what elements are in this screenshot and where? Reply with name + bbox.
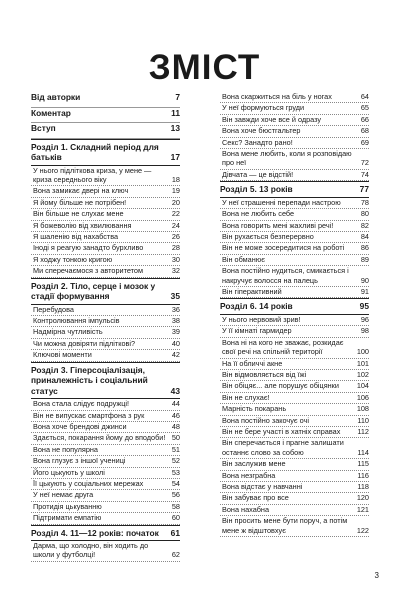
toc-entry-title: Його цькують у школі xyxy=(33,467,105,477)
toc-entry-page: 54 xyxy=(171,478,180,488)
toc-entry-title: У її кімнаті гармидер xyxy=(222,326,292,336)
toc-entry[interactable] xyxy=(31,502,180,513)
toc-entry-page: 19 xyxy=(171,186,180,196)
toc-entry-page: 116 xyxy=(357,470,369,480)
toc-entry-title: Контролювання імпульсів xyxy=(33,315,120,325)
toc-entry[interactable] xyxy=(31,411,180,422)
toc-entry-title: У нього підліткова криза, у мене — криза середнього віку xyxy=(33,165,152,184)
toc-entry-page: 53 xyxy=(171,467,180,477)
toc-entry-page: 44 xyxy=(171,399,180,409)
toc-entry[interactable] xyxy=(31,513,180,524)
toc-entry-page: 42 xyxy=(171,350,180,360)
toc-entry-page: 46 xyxy=(171,410,180,420)
toc-entry-page: 69 xyxy=(360,137,369,147)
toc-section-title: Розділ 2. Тіло, серце і мозок у стадії формування xyxy=(31,280,156,302)
toc-entry-page: 72 xyxy=(360,158,369,168)
toc-entry[interactable] xyxy=(31,166,180,187)
toc-entry-title: Вона ні на кого не зважає, розкидає свої речі на спільній території xyxy=(222,337,344,357)
toc-section-title: Розділ 1. Складний період для батьків xyxy=(31,141,159,162)
toc-entry[interactable] xyxy=(220,393,369,404)
toc-entry-title: Я божеволію від хвилювання xyxy=(33,220,132,230)
toc-entry-page: 60 xyxy=(171,513,180,523)
toc-entry[interactable] xyxy=(31,399,180,410)
toc-section-heading[interactable] xyxy=(31,362,180,400)
toc-right-column xyxy=(220,92,369,537)
toc-entry-page: 98 xyxy=(360,326,369,336)
toc-entry-page: 120 xyxy=(356,493,369,503)
toc-entry-title: Ключові моменти xyxy=(33,350,92,360)
toc-lead-title: Вступ xyxy=(31,123,56,133)
toc-entry-page: 89 xyxy=(360,254,369,264)
toc-entry-page: 90 xyxy=(360,275,369,285)
toc-entry-title: Іноді я реагую занадто бурхливо xyxy=(33,243,144,253)
toc-entry[interactable] xyxy=(220,516,369,537)
toc-entry[interactable] xyxy=(220,266,369,287)
toc-entry[interactable] xyxy=(31,468,180,479)
toc-entry-page: 66 xyxy=(360,114,369,124)
toc-entry[interactable] xyxy=(220,243,369,254)
toc-section-heading[interactable] xyxy=(220,298,369,315)
toc-entry[interactable] xyxy=(31,445,180,456)
toc-entry-page: 65 xyxy=(360,103,369,113)
toc-entry-page: 58 xyxy=(171,501,180,511)
toc-lead-page: 11 xyxy=(171,107,180,118)
toc-entry-title: Вона хоче бюстгальтер xyxy=(222,126,301,136)
toc-entry-title: Вона замикає двері на ключ xyxy=(33,186,129,196)
toc-entry-title: Вона хоче брендові джинси xyxy=(33,421,127,431)
toc-entry-page: 18 xyxy=(171,174,180,184)
toc-left-column xyxy=(31,92,180,562)
toc-entry-title: Вона не любить себе xyxy=(222,209,295,219)
toc-lead-page: 13 xyxy=(170,123,180,133)
toc-entry[interactable] xyxy=(220,287,369,298)
toc-entry[interactable] xyxy=(220,209,369,220)
toc-entry[interactable] xyxy=(220,221,369,232)
toc-entry[interactable] xyxy=(220,416,369,427)
toc-entry-page: 52 xyxy=(171,456,180,466)
toc-entry[interactable] xyxy=(31,350,180,361)
toc-entry-title: Дарма, що холодно, він ходить до школи у футболці! xyxy=(33,541,149,560)
page-number: 3 xyxy=(374,571,379,580)
toc-entry[interactable] xyxy=(31,198,180,209)
toc-entry-title: Він заслужив мене xyxy=(222,459,286,469)
toc-entry[interactable] xyxy=(31,479,180,490)
toc-entry-title: Він обіцяє... але порушує обіцянки xyxy=(222,381,339,391)
toc-entry-page: 56 xyxy=(171,490,180,500)
toc-entry[interactable] xyxy=(220,149,369,170)
toc-entry[interactable] xyxy=(220,232,369,243)
toc-entry-title: Він рухається безперервно xyxy=(222,231,314,241)
toc-entry[interactable] xyxy=(31,266,180,277)
toc-entry-page: 91 xyxy=(360,287,369,296)
toc-entry-title: Чи можна довіряти підліткові? xyxy=(33,338,136,348)
toc-entry[interactable] xyxy=(31,433,180,444)
toc-entry[interactable] xyxy=(31,305,180,316)
toc-lead-title: Від авторки xyxy=(31,92,81,102)
toc-entry[interactable] xyxy=(31,327,180,338)
toc-entry-page: 51 xyxy=(171,444,180,454)
toc-entry-page: 110 xyxy=(357,415,369,425)
toc-entry[interactable] xyxy=(31,339,180,350)
toc-entry[interactable] xyxy=(220,138,369,149)
toc-section-page: 43 xyxy=(170,385,180,396)
toc-entry[interactable] xyxy=(31,186,180,197)
toc-entry[interactable] xyxy=(220,92,369,103)
toc-entry-page: 114 xyxy=(357,447,369,457)
toc-entry[interactable] xyxy=(31,232,180,243)
toc-entry[interactable] xyxy=(220,482,369,493)
toc-entry-page: 82 xyxy=(360,220,369,230)
toc-section-page: 35 xyxy=(170,291,180,302)
toc-entry-page: 62 xyxy=(171,550,180,560)
toc-entry-title: Секс? Занадто рано! xyxy=(222,137,293,147)
toc-entry-page: 121 xyxy=(356,504,369,514)
toc-entry[interactable] xyxy=(31,541,180,562)
toc-entry[interactable] xyxy=(220,459,369,470)
toc-section-title: Розділ 6. 14 років xyxy=(220,301,293,312)
toc-entry-page: 108 xyxy=(356,404,369,414)
toc-section-title: Розділ 5. 13 років xyxy=(220,184,293,195)
toc-entry-page: 112 xyxy=(357,426,369,436)
toc-entry-title: Ми сперечаємося з авторитетом xyxy=(33,266,144,276)
toc-entry-title: Я шаленію від нахабства xyxy=(33,231,119,241)
toc-section-page: 77 xyxy=(359,184,369,195)
toc-entry-page: 96 xyxy=(360,314,369,324)
toc-entry-page: 106 xyxy=(356,392,369,402)
toc-entry-title: Він більше не слухає мене xyxy=(33,209,124,219)
toc-entry-page: 39 xyxy=(171,327,180,337)
toc-entry-title: Він обманює xyxy=(222,254,265,264)
toc-entry[interactable] xyxy=(220,126,369,137)
page-title: ЗМІСТ xyxy=(148,48,261,87)
toc-entry[interactable] xyxy=(220,115,369,126)
toc-entry-page: 40 xyxy=(171,338,180,348)
toc-entry-page: 102 xyxy=(356,369,369,379)
toc-section-heading[interactable] xyxy=(31,139,180,166)
toc-entry-title: Протидія цькуванню xyxy=(33,501,102,511)
toc-entry-page: 86 xyxy=(360,243,369,253)
toc-entry[interactable] xyxy=(31,243,180,254)
toc-entry-title: Він просить мене бути поруч, а потім мене ж відштовхує xyxy=(222,516,348,535)
toc-entry-title: Підтримати емпатію xyxy=(33,513,102,523)
toc-entry[interactable] xyxy=(220,505,369,516)
toc-entry[interactable] xyxy=(220,170,369,181)
toc-entry[interactable] xyxy=(220,381,369,392)
toc-entry[interactable] xyxy=(220,103,369,114)
toc-entry-page: 50 xyxy=(171,433,180,443)
toc-entry-page: 104 xyxy=(356,381,369,391)
toc-entry-title: Він забуває про все xyxy=(222,493,289,503)
toc-entry[interactable] xyxy=(220,404,369,415)
toc-entry-title: Її цькують у соціальних мережах xyxy=(33,478,144,488)
toc-entry-title: Вона стала слідує подружці! xyxy=(33,399,130,409)
toc-entry[interactable] xyxy=(220,359,369,370)
toc-entry-page: 20 xyxy=(171,197,180,207)
toc-entry-title: Він не може зосередитися на роботі xyxy=(222,243,345,253)
toc-entry-title: Вона мене любить, коли я розповідаю про неї xyxy=(222,149,352,168)
toc-entry-title: Вона скаржиться на біль у ногах xyxy=(222,92,332,101)
toc-entry-page: 26 xyxy=(171,231,180,241)
toc-section-title: Розділ 4. 11—12 років: початок xyxy=(31,527,159,538)
toc-entry[interactable] xyxy=(31,490,180,501)
toc-entry-title: Дівчата — це відстій! xyxy=(222,169,294,179)
toc-entry-title: Він завжди хоче все й одразу xyxy=(222,114,322,124)
toc-entry-page: 118 xyxy=(357,482,369,491)
toc-entry-page: 64 xyxy=(360,92,369,101)
toc-entry-page: 68 xyxy=(360,126,369,136)
toc-section-page: 17 xyxy=(170,152,180,162)
toc-entry-title: Вона постійно закочує очі xyxy=(222,415,309,425)
toc-entry[interactable] xyxy=(31,316,180,327)
toc-entry-page: 122 xyxy=(356,525,369,535)
toc-entry[interactable] xyxy=(31,422,180,433)
toc-entry[interactable] xyxy=(220,198,369,209)
toc-entry-title: У неї немає друга xyxy=(33,490,94,500)
toc-section-heading[interactable] xyxy=(31,525,180,542)
toc-entry-page: 115 xyxy=(357,459,369,469)
toc-entry-title: У нього нервовий зрив! xyxy=(222,314,301,324)
toc-entry[interactable] xyxy=(220,493,369,504)
toc-entry[interactable] xyxy=(220,255,369,266)
toc-entry-page: 74 xyxy=(360,169,369,179)
toc-entry-title: Він сперечається і прагне залишати останнє слово за собою xyxy=(222,438,344,457)
toc-section-page: 61 xyxy=(170,527,180,538)
toc-entry-title: Він відмовляється від їжі xyxy=(222,369,307,379)
toc-entry-page: 80 xyxy=(360,209,369,219)
toc-entry-title: На її обличчі акне xyxy=(222,358,283,368)
toc-entry-title: Я ходжу тонкою кригою xyxy=(33,254,113,264)
toc-entry[interactable] xyxy=(220,338,369,359)
toc-entry-title: Перебудова xyxy=(33,304,74,314)
toc-entry-title: Він не бере участі в хатніх справах xyxy=(222,426,341,436)
toc-entry[interactable] xyxy=(31,221,180,232)
toc-entry[interactable] xyxy=(220,471,369,482)
toc-lead-title: Коментар xyxy=(31,107,71,118)
toc-entry-page: 100 xyxy=(356,347,369,357)
toc-entry-title: Він не слухає! xyxy=(222,392,270,402)
toc-entry-title: Вона постійно нудиться, смикається і накручує волосся на палець xyxy=(222,266,349,285)
toc-entry-title: Він не випускає смартфона з рук xyxy=(33,410,145,420)
toc-entry-title: Вона відстає у навчанні xyxy=(222,482,303,491)
toc-entry-page: 30 xyxy=(171,254,180,264)
toc-entry-title: Марність покарань xyxy=(222,404,287,414)
toc-entry[interactable] xyxy=(220,315,369,326)
toc-entry-page: 84 xyxy=(360,231,369,241)
toc-entry-page: 48 xyxy=(171,421,180,431)
toc-entry-page: 24 xyxy=(171,220,180,230)
toc-entry-title: Він гіперактивний xyxy=(222,287,282,296)
toc-lead-entry[interactable] xyxy=(31,92,180,108)
toc-lead-entry[interactable] xyxy=(31,123,180,139)
toc-entry-title: Вона глузує з іншої учениці xyxy=(33,456,126,466)
toc-entry[interactable] xyxy=(220,438,369,459)
toc-lead-page: 7 xyxy=(175,92,180,102)
toc-entry-page: 36 xyxy=(171,304,180,314)
toc-entry-page: 78 xyxy=(360,197,369,207)
toc-section-page: 95 xyxy=(359,301,369,312)
toc-entry-title: Здається, покарання йому до вподоби! xyxy=(33,433,166,443)
toc-entry-page: 38 xyxy=(171,315,180,325)
toc-entry-title: Вона нахабна xyxy=(222,504,270,514)
toc-entry-title: Вона незграбна xyxy=(222,470,276,480)
toc-entry-page: 28 xyxy=(171,243,180,253)
toc-entry[interactable] xyxy=(31,456,180,467)
toc-entry[interactable] xyxy=(31,255,180,266)
toc-entry[interactable] xyxy=(220,370,369,381)
toc-section-heading[interactable] xyxy=(31,278,180,305)
toc-section-title: Розділ 3. Гіперсоціалізація, приналежність і соціальний статус xyxy=(31,364,148,396)
toc-entry[interactable] xyxy=(31,209,180,220)
toc-entry-title: У неї страшенні перепади настрою xyxy=(222,197,341,207)
toc-entry-page: 32 xyxy=(171,266,180,276)
toc-entry-title: Я йому більше не потрібен! xyxy=(33,197,127,207)
toc-entry-page: 22 xyxy=(171,209,180,219)
toc-section-heading[interactable] xyxy=(220,181,369,198)
toc-entry-title: Вона не популярна xyxy=(33,444,98,454)
toc-entry-title: Надмірна чутливість xyxy=(33,327,103,337)
toc-entry-page: 101 xyxy=(356,358,369,368)
toc-entry-title: У неї формуються груди xyxy=(222,103,305,113)
toc-entry[interactable] xyxy=(220,326,369,337)
toc-lead-entry[interactable] xyxy=(31,108,180,124)
toc-entry-title: Вона говорить мені жахливі речі! xyxy=(222,220,334,230)
toc-entry[interactable] xyxy=(220,427,369,438)
